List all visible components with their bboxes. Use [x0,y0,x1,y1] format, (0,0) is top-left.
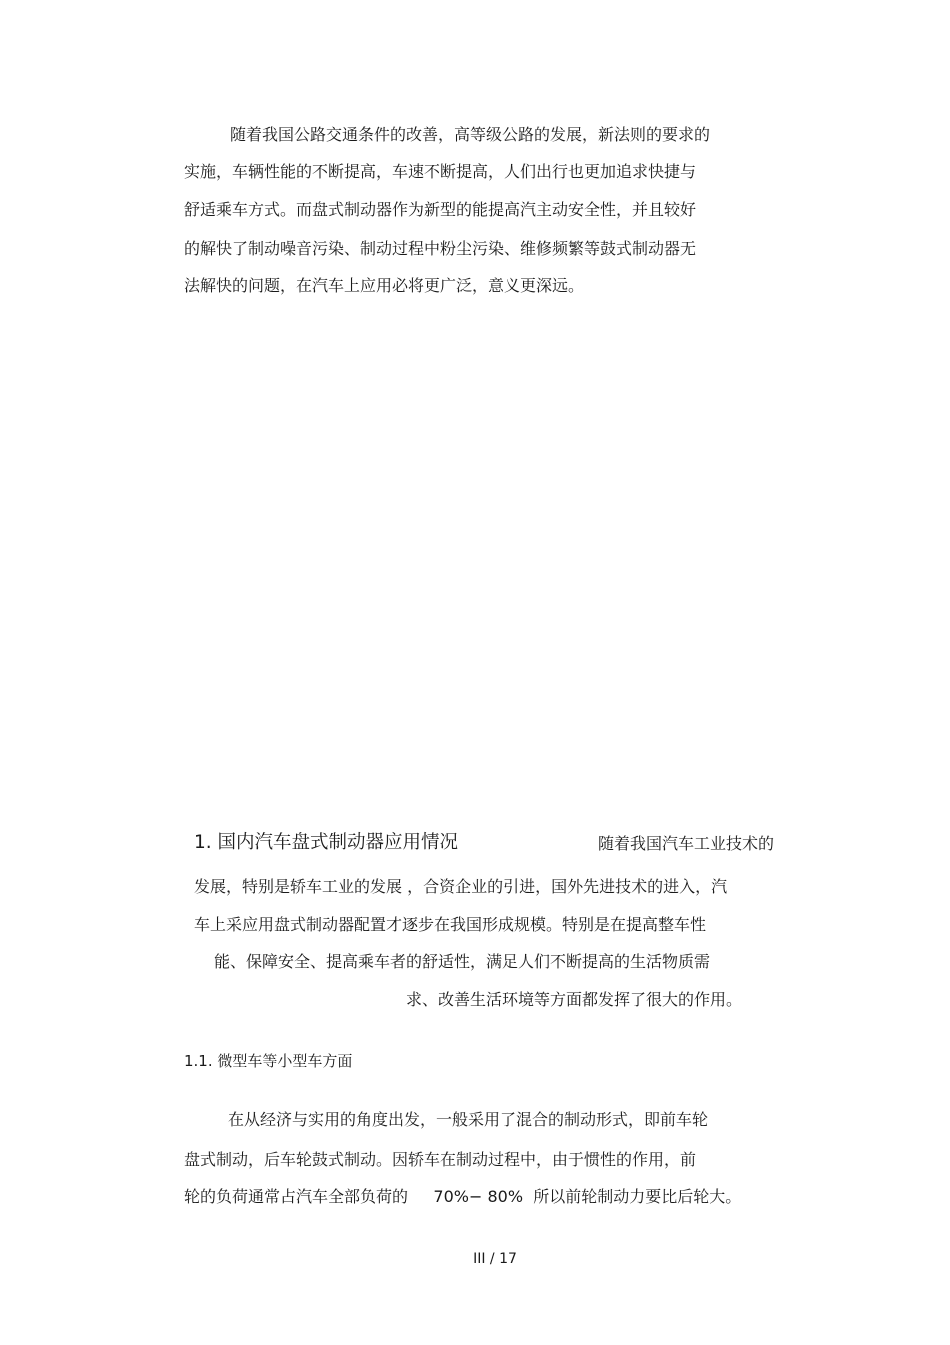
section-1-line-4: 求、改善生活环境等方面都发挥了很大的作用。 [406,990,743,1009]
section-1-1-heading: 1.1. 微型车等小型车方面 [184,1052,353,1070]
section-1-line-2: 车上采应用盘式制动器配置才逐步在我国形成规模。特别是在提高整车性 [194,915,707,934]
section-1-line-1: 发展，特别是轿车工业的发展 ，合资企业的引进，国外先进技术的进入，汽 [194,877,728,896]
intro-line-3: 舒适乘车方式。而盘式制动器作为新型的能提高汽主动安全性，并且较好 [184,200,697,219]
intro-line-1: 随着我国公路交通条件的改善，高等级公路的发展，新法则的要求的 [230,125,711,144]
intro-line-2: 实施，车辆性能的不断提高，车速不断提高，人们出行也更加追求快捷与 [184,162,697,181]
intro-line-5: 法解快的问题，在汽车上应用必将更广泛，意义更深远。 [184,276,585,295]
page-number: III / 17 [473,1251,517,1267]
section-1-line-3: 能、保障安全、提高乘车者的舒适性，满足人们不断提高的生活物质需 [214,952,711,971]
section-1-1-line-1: 在从经济与实用的角度出发，一般采用了混合的制动形式，即前车轮 [228,1110,709,1129]
section-1-1-line-2: 盘式制动，后车轮鼓式制动。因轿车在制动过程中，由于惯性的作用，前 [184,1150,697,1169]
section-1-heading: 1. 国内汽车盘式制动器应用情况 [194,832,459,853]
intro-line-4: 的解快了制动噪音污染、制动过程中粉尘污染、维修频繁等鼓式制动器无 [184,239,697,258]
section-1-heading-tail: 随着我国汽车工业技术的 [598,834,775,853]
section-1-1-line-3: 轮的负荷通常占汽车全部负荷的 70%− 80% 所以前轮制动力要比后轮大。 [184,1187,742,1206]
